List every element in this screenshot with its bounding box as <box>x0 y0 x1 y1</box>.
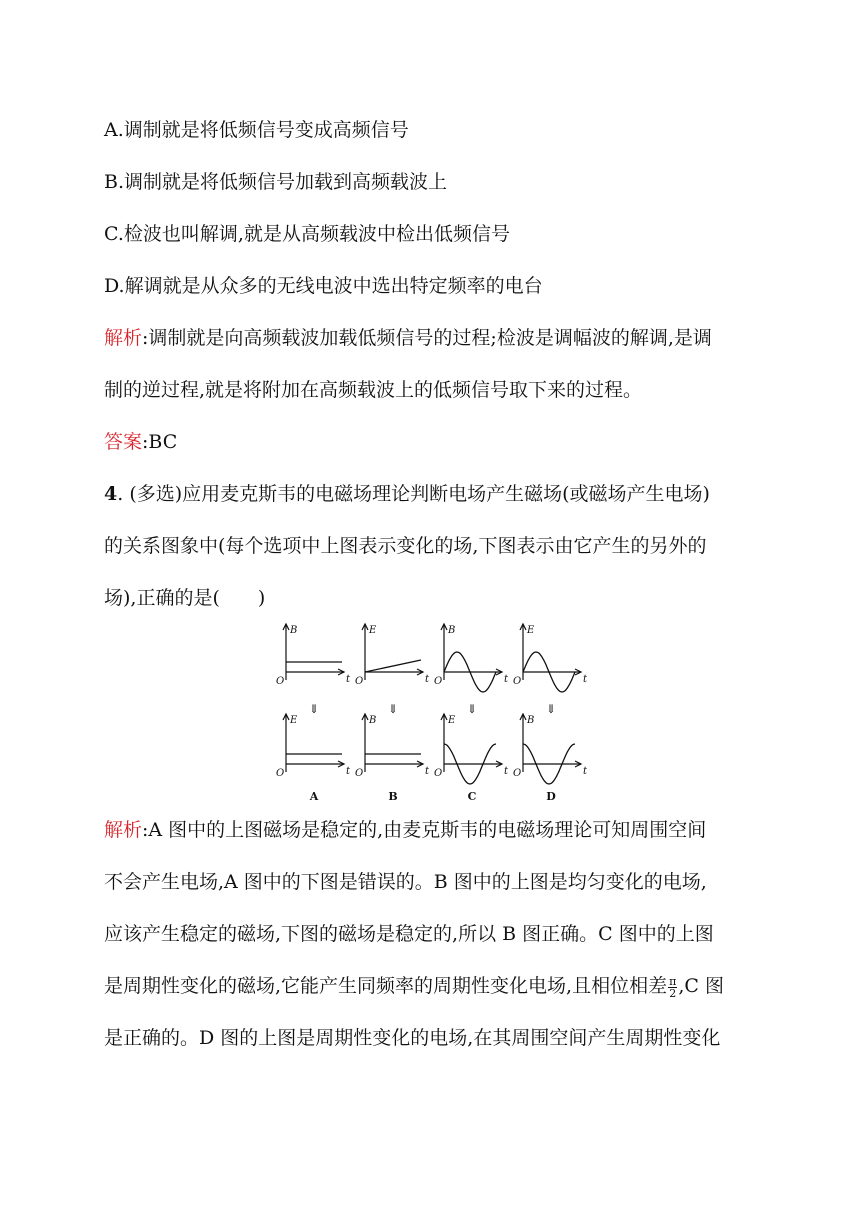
question-4-line-2: 的关系图象中(每个选项中上图表示变化的场,下图表示由它产生的另外的 <box>104 535 707 557</box>
fraction-denominator: 2 <box>669 986 677 1000</box>
analysis-2-line-4 <box>104 974 724 999</box>
option-b: B.调制就是将低频信号加载到高频载波上 <box>104 171 448 193</box>
time-axis-label: t <box>425 674 430 685</box>
axis-label: B <box>290 625 298 636</box>
answer-label: 答案 <box>104 431 143 453</box>
origin-label: O <box>434 676 443 687</box>
origin-label: O <box>513 676 522 687</box>
axis-label: B <box>527 715 535 726</box>
time-axis-label: t <box>504 674 509 685</box>
axis-label: E <box>448 715 456 726</box>
down-arrow: ⇓ <box>387 702 399 716</box>
time-axis-label: t <box>583 766 588 777</box>
analysis-2-line-2: 不会产生电场,A 图中的下图是错误的。B 图中的上图是均匀变化的电场, <box>104 871 707 893</box>
axis-label: B <box>448 625 456 636</box>
analysis-2-line-1 <box>104 818 706 842</box>
time-axis-label: t <box>583 674 588 685</box>
time-axis-label: t <box>504 766 509 777</box>
origin-label: O <box>513 768 522 779</box>
time-axis-label: t <box>425 766 430 777</box>
panel-label-a: A <box>309 790 319 803</box>
down-arrow: ⇓ <box>308 702 320 716</box>
axis-label: E <box>290 715 298 726</box>
fraction-numerator: π <box>669 974 677 988</box>
analysis-text: :A 图中的上图磁场是稳定的,由麦克斯韦的电磁场理论可知周围空间 <box>142 819 707 841</box>
axis-label: E <box>527 625 535 636</box>
origin-label: O <box>434 768 443 779</box>
question-4-line-1 <box>104 482 710 506</box>
field-graphs-figure <box>272 622 592 808</box>
linear-curve <box>365 660 421 672</box>
option-c: C.检波也叫解调,就是从高频载波中检出低频信号 <box>104 223 510 245</box>
analysis-label: 解析 <box>104 819 143 841</box>
down-arrow: ⇓ <box>466 702 478 716</box>
analysis-2-line-3: 应该产生稳定的磁场,下图的磁场是稳定的,所以 B 图正确。C 图中的上图 <box>104 923 714 945</box>
analysis-2-line-5: 是正确的。D 图的上图是周期性变化的电场,在其周围空间产生周期性变化 <box>104 1027 721 1049</box>
axis-label: E <box>369 625 377 636</box>
down-arrow: ⇓ <box>545 702 557 716</box>
pi-over-2-fraction <box>668 976 677 999</box>
panel-label-b: B <box>388 790 398 803</box>
question-text: . (多选)应用麦克斯韦的电磁场理论判断电场产生磁场(或磁场产生电场) <box>117 483 710 505</box>
time-axis-label: t <box>346 674 351 685</box>
origin-label: O <box>355 676 364 687</box>
answer-value: :BC <box>142 431 178 453</box>
analysis-text: 是周期性变化的磁场,它能产生同频率的周期性变化电场,且相位相差 <box>104 975 668 997</box>
analysis-text: ,C 图 <box>678 975 724 997</box>
analysis-1-line-1 <box>104 326 712 350</box>
origin-label: O <box>355 768 364 779</box>
answer-line <box>104 430 177 454</box>
panel-label-d: D <box>546 790 556 803</box>
panel-label-c: C <box>467 790 477 803</box>
analysis-text: :调制就是向高频载波加载低频信号的过程;检波是调幅波的解调,是调 <box>142 327 712 349</box>
analysis-label: 解析 <box>104 327 143 349</box>
origin-label: O <box>276 768 285 779</box>
question-number: 4 <box>104 483 118 505</box>
axis-label: B <box>369 715 377 726</box>
option-d: D.解调就是从众多的无线电波中选出特定频率的电台 <box>104 275 543 297</box>
origin-label: O <box>276 676 285 687</box>
option-a: A.调制就是将低频信号变成高频信号 <box>104 119 409 141</box>
time-axis-label: t <box>346 766 351 777</box>
question-4-line-3: 场),正确的是( ) <box>104 587 266 609</box>
analysis-1-line-2: 制的逆过程,就是将附加在高频载波上的低频信号取下来的过程。 <box>104 379 643 401</box>
